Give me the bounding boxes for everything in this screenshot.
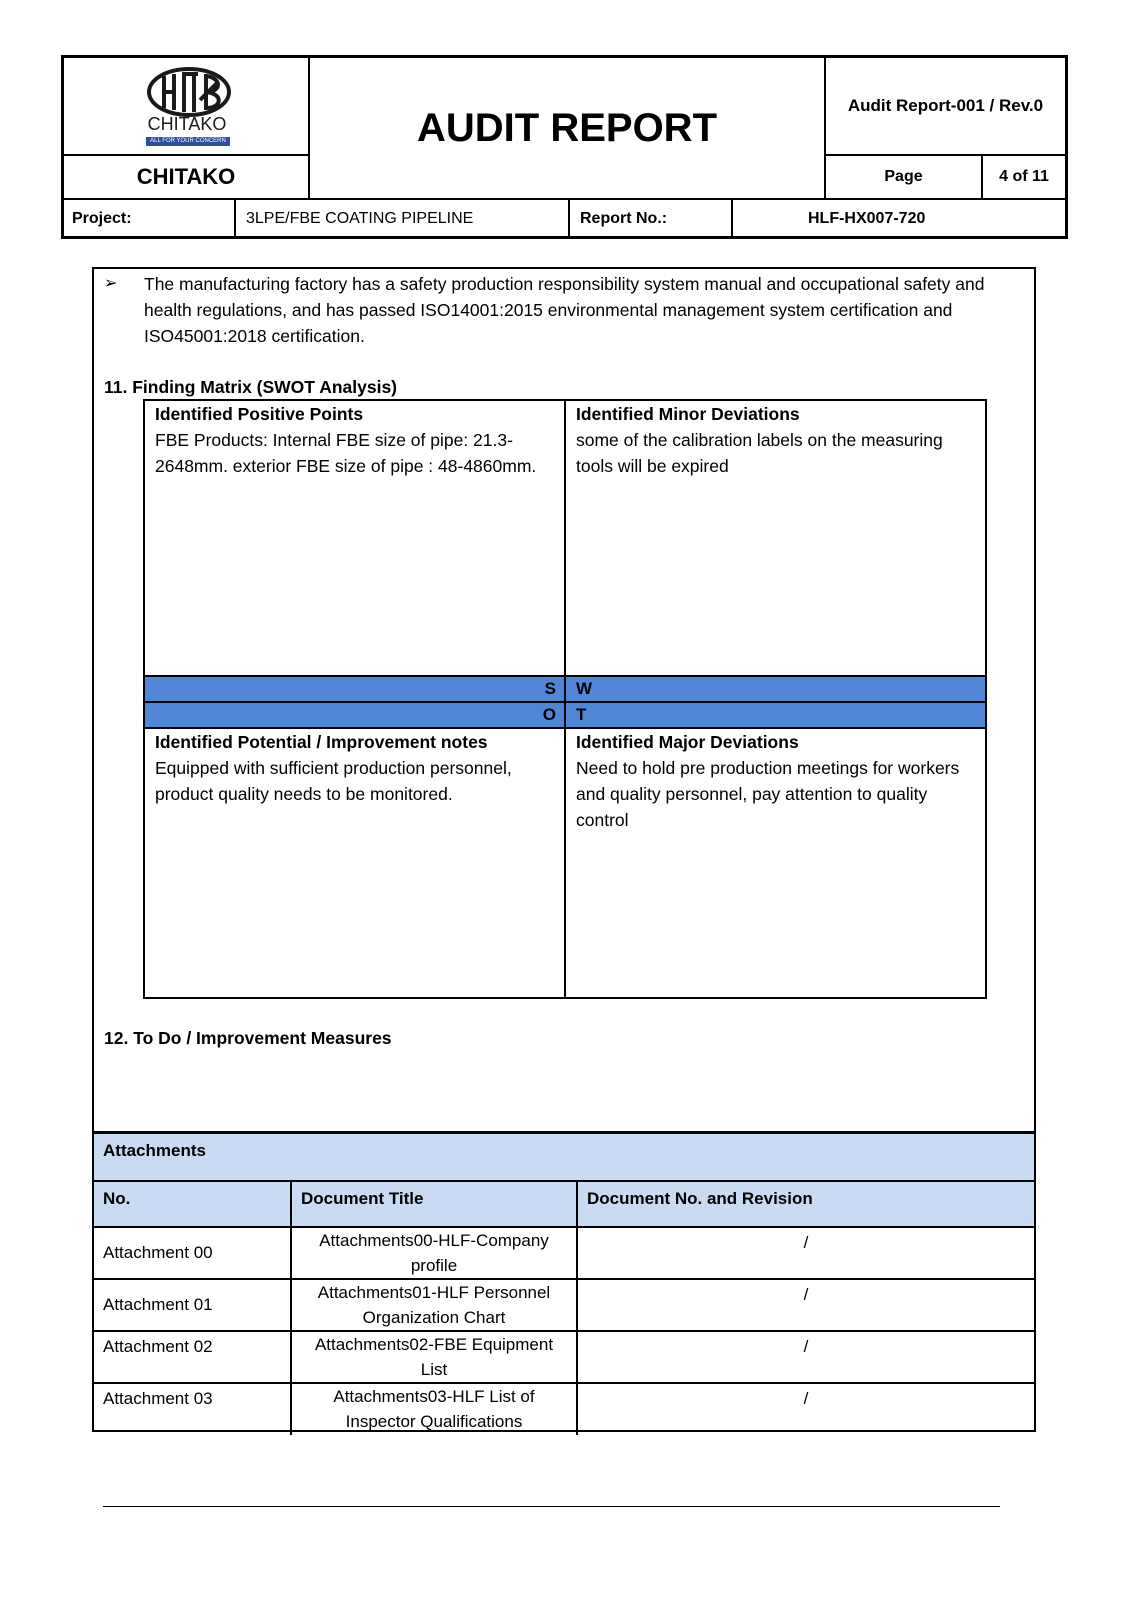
swot-band-ot (145, 701, 985, 729)
project-value: 3LPE/FBE COATING PIPELINE (236, 200, 570, 238)
document-header (61, 55, 1068, 239)
report-title: AUDIT REPORT (310, 58, 826, 198)
swot-opportunities (145, 729, 566, 997)
page-label: Page (826, 156, 983, 198)
page-number: 4 of 11 (999, 168, 1049, 185)
attachment-docno: / (577, 1383, 1034, 1435)
column-header-title: Document Title (291, 1181, 577, 1227)
attachment-docno: / (577, 1227, 1034, 1279)
table-row (94, 1331, 1034, 1383)
swot-strengths (145, 401, 566, 675)
company-name: CHITAKO (64, 156, 310, 198)
table-header-row (94, 1181, 1034, 1227)
logo-wordmark: CHITAKO (147, 114, 227, 134)
attachment-docno: / (577, 1331, 1034, 1383)
swot-threats (566, 729, 985, 997)
attachments-caption-row (94, 1133, 1034, 1181)
attachment-no: Attachment 01 (94, 1279, 291, 1331)
project-label: Project: (64, 200, 236, 238)
swot-letter-o: O (145, 703, 566, 727)
opportunities-heading: Identified Potential / Improvement notes (155, 732, 488, 752)
attachment-docno: / (577, 1279, 1034, 1331)
attachment-title: Attachments01-HLF Personnel Organization Chart (291, 1279, 577, 1331)
arrow-bullet-icon: ➢ (104, 275, 118, 292)
strengths-text: FBE Products: Internal FBE size of pipe: 21.3-2648mm. exterior FBE size of pipe : 48-4860mm. (155, 430, 537, 476)
document-reference: Audit Report-001 / Rev.0 (826, 58, 1065, 156)
report-body (92, 267, 1036, 1432)
swot-letter-t: T (576, 705, 587, 724)
bullet-text: The manufacturing factory has a safety production responsibility system manual and occupational safety and health regulations, and has passed ISO14001:2015 environmental management system certification and ISO45001:2018 certification. (144, 274, 985, 346)
logo-tagline: ALL FOR YOUR CONCERN (146, 137, 230, 146)
report-number-label: Report No.: (570, 200, 733, 238)
attachment-title: Attachments02-FBE Equipment List (291, 1331, 577, 1383)
report-number-value: HLF-HX007-720 (808, 210, 926, 227)
attachments-caption: Attachments (94, 1133, 1034, 1181)
swot-matrix (143, 399, 987, 999)
footer-divider (103, 1506, 1000, 1507)
swot-weaknesses (566, 401, 985, 675)
swot-letter-s: S (145, 677, 566, 701)
column-header-no: No. (94, 1181, 291, 1227)
logo-cell (64, 58, 310, 156)
section-12-title: 12. To Do / Improvement Measures (104, 1028, 392, 1048)
attachments-table (94, 1131, 1034, 1435)
weaknesses-heading: Identified Minor Deviations (576, 404, 800, 424)
table-row (94, 1383, 1034, 1435)
table-row (94, 1279, 1034, 1331)
section-11-title: 11. Finding Matrix (SWOT Analysis) (104, 377, 398, 397)
weaknesses-text: some of the calibration labels on the measuring tools will be expired (576, 430, 943, 476)
threats-text: Need to hold pre production meetings for workers and quality personnel, pay attention to quality control (576, 758, 960, 830)
table-row (94, 1227, 1034, 1279)
project-row (64, 198, 1065, 236)
opportunities-text: Equipped with sufficient production personnel, product quality needs to be monitored. (155, 758, 512, 804)
swot-letter-w: W (576, 679, 593, 698)
strengths-heading: Identified Positive Points (155, 404, 364, 424)
attachment-title: Attachments00-HLF-Company profile (291, 1227, 577, 1279)
swot-band-sw (145, 675, 985, 701)
column-header-docno: Document No. and Revision (577, 1181, 1034, 1227)
threats-heading: Identified Major Deviations (576, 732, 799, 752)
attachment-no: Attachment 00 (94, 1227, 291, 1279)
attachment-no: Attachment 02 (94, 1331, 291, 1383)
attachment-no: Attachment 03 (94, 1383, 291, 1435)
attachment-title: Attachments03-HLF List of Inspector Qualifications (291, 1383, 577, 1435)
